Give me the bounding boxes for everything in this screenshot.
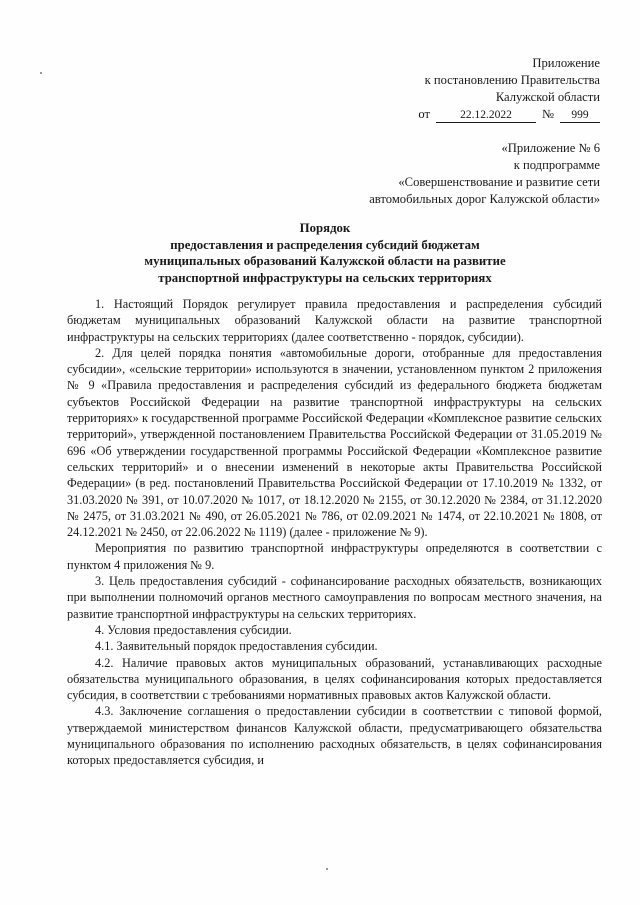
paragraph-2: 2. Для целей порядка понятия «автомобильные дороги, отобранные для предоставления субсидии», «сельские территории» используются в значении, установленном пунктом 2 приложения № 9 «Правила предоставления и распределения субсидий из федерального бюджета бюджетам субъектов Российской Федерации на развитие транспортной инфраструктуры на сельских территориях» к государственной программе Российской Федерации «Комплексное развитие сельских территорий», утвержденной постановлением Правительства Российской Федерации от 31.05.2019 № 696 «Об утверждении государственной программы Российской Федерации «Комплексное развитие сельских территорий» и о внесении изменений в некоторые акты Правительства Российской Федерации» (в ред. постановлений Правительства Российской Федерации от 17.10.2019 № 1332, от 31.03.2020 № 391, от 10.07.2020 № 1017, от 18.12.2020 № 2155, от 30.12.2020 № 2384, от 31.12.2020 № 2475, от 31.03.2021 № 490, от 26.05.2021 № 786, от 02.09.2021 № 1474, от 22.10.2021 № 1808, от 24.12.2021 № 2450, от 22.06.2022 № 1119) (далее - приложение № 9).: [67, 345, 602, 540]
document-title: [60, 220, 590, 286]
decree-number: 999: [560, 109, 600, 123]
title-line-1: Порядок: [299, 221, 351, 235]
paragraph-4-3: 4.3. Заключение соглашения о предоставлении субсидии в соответствии с типовой формой, утверждаемой министерством финансов Калужской области, предусматривающего обязательства муниципального образования по исполнению расходных обязательств, в целях софинансирования которых предоставляется субсидия, и: [67, 704, 602, 768]
title-line-4: транспортной инфраструктуры на сельских территориях: [158, 270, 492, 285]
appendix-line-1: «Приложение № 6: [501, 141, 600, 155]
header-region-line: Калужской области: [495, 90, 600, 104]
decree-date-number: [280, 106, 600, 123]
decree-date: 22.12.2022: [436, 109, 536, 123]
scan-speck: [326, 868, 328, 870]
header-decree-line: к постановлению Правительства: [424, 73, 600, 87]
paragraph-2-note: Мероприятия по развитию транспортной инфраструктуры определяются в соответствии с пунктом 4 приложения № 9.: [67, 541, 602, 572]
document-body: [67, 296, 602, 769]
subprogram-appendix: [270, 140, 600, 208]
appendix-line-4: автомобильных дорог Калужской области»: [369, 192, 600, 206]
number-label: №: [541, 107, 554, 121]
appendix-line-2: к подпрограмме: [513, 158, 600, 172]
title-line-3: муниципальных образований Калужской области на развитие: [144, 254, 506, 268]
paragraph-4-1: 4.1. Заявительный порядок предоставления субсидии.: [95, 639, 378, 654]
scan-speck: [40, 72, 42, 74]
paragraph-4-2: 4.2. Наличие правовых актов муниципальных образований, устанавливающих расходные обязательства муниципального образования, в целях софинансирования которых предоставляется субсидия, в соответствии с требованиями нормативных правовых актов Калужской области.: [67, 655, 602, 703]
paragraph-4: 4. Условия предоставления субсидии.: [95, 622, 292, 637]
title-line-2: предоставления и распределения субсидий бюджетам: [170, 237, 480, 252]
decree-header: [280, 55, 600, 123]
from-label: от: [418, 107, 430, 121]
paragraph-3: 3. Цель предоставления субсидий - софинансирование расходных обязательств, возникающих при выполнении полномочий органов местного самоуправления по вопросам местного значения, на развитие транспортной инфраструктуры на сельских территориях.: [67, 574, 602, 621]
paragraph-1: 1. Настоящий Порядок регулирует правила предоставления и распределения субсидий бюджетам муниципальных образований Калужской области на развитие транспортной инфраструктуры на сельских территориях (далее соответственно - порядок, субсидии).: [67, 297, 602, 344]
header-appendix-label: Приложение: [532, 56, 600, 70]
appendix-line-3: «Совершенствование и развитие сети: [398, 175, 600, 189]
